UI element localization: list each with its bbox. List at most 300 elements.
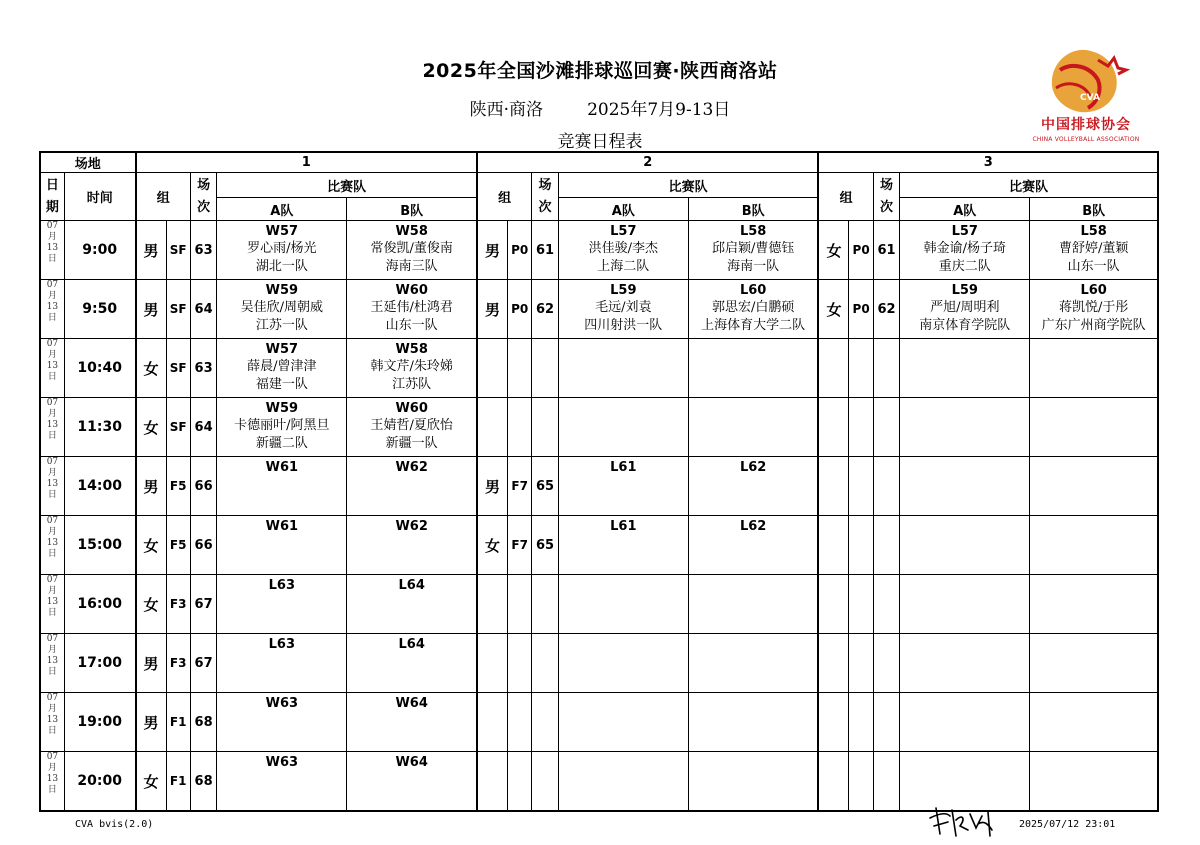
date-cell: 07 月 13 日 — [40, 221, 64, 280]
group-header-2: 组 — [477, 173, 532, 221]
gender-cell: 男 — [477, 457, 507, 516]
match-no-cell — [532, 575, 558, 634]
table-row — [40, 221, 1158, 280]
team-name — [900, 612, 1029, 630]
team-b-cell — [347, 457, 477, 516]
team-name — [217, 612, 346, 630]
team-players — [900, 535, 1029, 553]
team-code: W61 — [265, 460, 299, 475]
team-a-cell — [217, 634, 347, 693]
team-a-cell — [558, 457, 688, 516]
team-a-cell — [217, 398, 347, 457]
round-cell: F5 — [166, 457, 190, 516]
team-code — [900, 459, 1029, 476]
team-code: L58 — [739, 224, 767, 239]
team-a-cell — [217, 752, 347, 812]
match-no-cell — [873, 693, 899, 752]
team-name — [559, 789, 688, 807]
round-cell — [507, 575, 531, 634]
team-players — [559, 476, 688, 494]
team-a-header-3: A队 — [900, 198, 1030, 221]
date-cell: 07 月 13 日 — [40, 752, 64, 812]
match-no-cell — [873, 634, 899, 693]
team-a-cell — [900, 516, 1030, 575]
time-cell: 10:40 — [64, 339, 135, 398]
match-no-cell: 68 — [190, 752, 216, 812]
team-code: W62 — [395, 460, 428, 475]
team-code: L57 — [610, 224, 637, 239]
gender-cell: 女 — [477, 516, 507, 575]
team-players — [900, 771, 1029, 789]
team-code — [689, 695, 818, 712]
gender-cell: 女 — [818, 221, 848, 280]
time-cell: 20:00 — [64, 752, 135, 812]
match-no-cell: 61 — [873, 221, 899, 280]
team-name — [1030, 435, 1157, 453]
team-players: 洪佳骏/李杰 — [588, 241, 658, 256]
round-cell: P0 — [849, 280, 873, 339]
team-players — [559, 535, 688, 553]
team-code — [1030, 341, 1157, 358]
team-players — [1030, 476, 1157, 494]
team-a-cell — [558, 575, 688, 634]
team-b-cell — [688, 221, 818, 280]
event-subtitle — [0, 95, 1200, 120]
court-3-header: 3 — [818, 152, 1158, 173]
team-players — [689, 476, 818, 494]
team-players — [689, 417, 818, 435]
match-no-cell: 63 — [190, 339, 216, 398]
team-code — [1030, 695, 1157, 712]
match-no-cell: 67 — [190, 575, 216, 634]
team-b-cell — [347, 398, 477, 457]
team-a-cell — [900, 457, 1030, 516]
table-row — [40, 457, 1158, 516]
team-players — [900, 476, 1029, 494]
table-row — [40, 693, 1158, 752]
team-b-cell — [688, 516, 818, 575]
team-name: 山东一队 — [385, 318, 438, 333]
team-a-cell — [217, 339, 347, 398]
court-1-header: 1 — [136, 152, 477, 173]
date-cell: 07 月 13 日 — [40, 398, 64, 457]
team-players: 薛晨/曾津津 — [247, 359, 317, 374]
team-b-cell — [347, 221, 477, 280]
team-code: W64 — [395, 755, 428, 770]
team-players — [689, 594, 818, 612]
gender-cell: 女 — [136, 516, 166, 575]
team-players — [347, 771, 476, 789]
team-name: 江苏一队 — [255, 318, 308, 333]
round-cell: F7 — [507, 516, 531, 575]
team-a-cell — [900, 693, 1030, 752]
team-name: 新疆二队 — [255, 436, 308, 451]
team-b-cell — [347, 634, 477, 693]
team-players: 王延伟/杜鸿君 — [370, 300, 453, 315]
team-a-header-1: A队 — [217, 198, 347, 221]
team-code — [900, 577, 1029, 594]
team-name: 四川射洪一队 — [584, 318, 663, 333]
date-cell: 07 月 13 日 — [40, 339, 64, 398]
table-row — [40, 575, 1158, 634]
team-b-cell — [688, 693, 818, 752]
document-title: 竞赛日程表 — [557, 132, 643, 152]
team-name: 上海体育大学二队 — [701, 318, 806, 333]
team-a-cell — [217, 693, 347, 752]
team-b-cell — [347, 575, 477, 634]
match-no-header-2: 场 次 — [532, 173, 558, 221]
team-a-cell — [900, 634, 1030, 693]
round-cell — [849, 575, 873, 634]
team-players: 蒋凯悦/于彤 — [1058, 300, 1129, 315]
team-name — [347, 789, 476, 807]
team-players: 罗心雨/杨光 — [247, 241, 317, 256]
team-players — [1030, 535, 1157, 553]
round-cell — [849, 339, 873, 398]
team-a-cell — [900, 280, 1030, 339]
team-a-cell — [558, 752, 688, 812]
match-no-cell — [873, 752, 899, 812]
team-name — [1030, 612, 1157, 630]
team-code: W59 — [265, 401, 299, 416]
match-no-cell: 62 — [873, 280, 899, 339]
team-a-cell — [900, 339, 1030, 398]
team-name — [217, 789, 346, 807]
gender-cell: 女 — [818, 280, 848, 339]
team-name: 上海二队 — [597, 259, 650, 274]
round-cell: P0 — [849, 221, 873, 280]
team-a-cell — [558, 339, 688, 398]
time-cell: 15:00 — [64, 516, 135, 575]
round-cell: SF — [166, 280, 190, 339]
team-name — [347, 730, 476, 748]
match-no-cell: 67 — [190, 634, 216, 693]
time-cell: 19:00 — [64, 693, 135, 752]
team-code — [1030, 754, 1157, 771]
gender-cell — [477, 693, 507, 752]
match-no-cell — [873, 457, 899, 516]
team-b-cell — [688, 398, 818, 457]
team-name: 南京体育学院队 — [919, 318, 1011, 333]
team-name — [689, 730, 818, 748]
team-name — [900, 376, 1029, 394]
gender-cell: 男 — [136, 280, 166, 339]
round-cell: P0 — [507, 221, 531, 280]
court-2-header: 2 — [477, 152, 818, 173]
teams-header-1: 比赛队 — [217, 173, 477, 198]
team-name — [900, 494, 1029, 512]
match-no-cell: 66 — [190, 457, 216, 516]
team-a-cell — [558, 221, 688, 280]
team-players — [900, 653, 1029, 671]
team-b-cell — [1030, 398, 1158, 457]
match-no-cell: 62 — [532, 280, 558, 339]
match-no-cell: 65 — [532, 457, 558, 516]
team-code: W57 — [265, 224, 299, 239]
team-name: 海南一队 — [727, 259, 780, 274]
round-cell — [849, 398, 873, 457]
team-name — [347, 553, 476, 571]
team-players: 毛远/刘袁 — [595, 300, 652, 315]
team-name — [559, 612, 688, 630]
round-cell: F3 — [166, 575, 190, 634]
team-name: 重庆二队 — [938, 259, 991, 274]
match-no-cell: 68 — [190, 693, 216, 752]
team-name — [347, 671, 476, 689]
match-no-cell: 66 — [190, 516, 216, 575]
match-no-cell — [873, 398, 899, 457]
team-code — [1030, 518, 1157, 535]
team-code: W60 — [395, 401, 428, 416]
team-players — [347, 535, 476, 553]
round-cell: F3 — [166, 634, 190, 693]
team-name — [559, 435, 688, 453]
team-b-cell — [347, 752, 477, 812]
gender-cell: 男 — [477, 280, 507, 339]
gender-cell — [818, 398, 848, 457]
team-name: 海南三队 — [385, 259, 438, 274]
match-no-cell: 64 — [190, 398, 216, 457]
gender-cell: 女 — [136, 575, 166, 634]
team-code — [900, 695, 1029, 712]
team-code — [1030, 459, 1157, 476]
team-code: L62 — [739, 460, 767, 475]
date-cell: 07 月 13 日 — [40, 280, 64, 339]
team-code — [689, 754, 818, 771]
team-name — [217, 671, 346, 689]
team-b-cell — [688, 339, 818, 398]
match-no-cell — [532, 693, 558, 752]
team-code — [559, 695, 688, 712]
team-code: W59 — [265, 283, 299, 298]
team-players — [559, 594, 688, 612]
gender-cell: 男 — [477, 221, 507, 280]
team-code — [559, 577, 688, 594]
team-b-cell — [1030, 339, 1158, 398]
team-code — [689, 636, 818, 653]
team-name — [689, 671, 818, 689]
team-code — [1030, 636, 1157, 653]
match-no-cell: 64 — [190, 280, 216, 339]
team-b-cell — [688, 752, 818, 812]
team-b-cell — [688, 634, 818, 693]
team-players — [559, 653, 688, 671]
team-players — [1030, 358, 1157, 376]
team-name — [217, 553, 346, 571]
team-a-cell — [217, 575, 347, 634]
time-header: 时间 — [64, 173, 135, 221]
team-code — [559, 754, 688, 771]
date-cell: 07 月 13 日 — [40, 575, 64, 634]
round-cell: F5 — [166, 516, 190, 575]
team-name: 山东一队 — [1067, 259, 1120, 274]
event-location: 陕西·商洛 — [469, 100, 544, 120]
match-no-cell — [532, 634, 558, 693]
date-cell: 07 月 13 日 — [40, 634, 64, 693]
gender-cell — [477, 752, 507, 812]
team-name: 广东广州商学院队 — [1041, 318, 1146, 333]
column-header-row — [40, 173, 1158, 198]
team-code — [900, 400, 1029, 417]
team-name — [1030, 730, 1157, 748]
team-players — [347, 594, 476, 612]
team-code — [559, 341, 688, 358]
team-b-cell — [1030, 516, 1158, 575]
team-code — [559, 636, 688, 653]
team-players — [217, 771, 346, 789]
team-b-cell — [1030, 693, 1158, 752]
team-players — [217, 535, 346, 553]
signature-image — [926, 800, 1002, 840]
team-name — [347, 494, 476, 512]
team-name — [900, 730, 1029, 748]
team-players: 常俊凯/董俊南 — [370, 241, 453, 256]
team-code: L61 — [610, 519, 637, 534]
gender-cell — [818, 339, 848, 398]
team-code: W62 — [395, 519, 428, 534]
date-cell: 07 月 13 日 — [40, 516, 64, 575]
team-b-cell — [688, 575, 818, 634]
match-no-cell — [873, 516, 899, 575]
teams-header-3: 比赛队 — [900, 173, 1158, 198]
team-name: 江苏队 — [392, 377, 432, 392]
team-a-cell — [558, 398, 688, 457]
team-name — [559, 376, 688, 394]
team-players — [689, 535, 818, 553]
team-code — [900, 518, 1029, 535]
gender-cell: 男 — [136, 221, 166, 280]
team-players — [347, 653, 476, 671]
gender-cell — [818, 634, 848, 693]
team-code: L63 — [268, 578, 296, 593]
team-name — [900, 553, 1029, 571]
team-players — [1030, 771, 1157, 789]
team-players — [900, 712, 1029, 730]
gender-cell — [477, 575, 507, 634]
round-cell — [849, 752, 873, 812]
team-code: W58 — [395, 342, 428, 357]
match-no-header-1: 场 次 — [190, 173, 216, 221]
team-players: 王婧哲/夏欣怡 — [370, 418, 453, 433]
team-name — [1030, 789, 1157, 807]
team-name — [559, 671, 688, 689]
team-players — [689, 712, 818, 730]
team-b-cell — [1030, 280, 1158, 339]
team-b-cell — [1030, 752, 1158, 812]
team-players — [559, 358, 688, 376]
round-cell: P0 — [507, 280, 531, 339]
team-players — [217, 594, 346, 612]
team-players — [689, 358, 818, 376]
team-b-cell — [347, 693, 477, 752]
time-cell: 9:50 — [64, 280, 135, 339]
team-a-cell — [900, 575, 1030, 634]
team-name — [900, 435, 1029, 453]
team-name — [900, 671, 1029, 689]
team-a-cell — [900, 221, 1030, 280]
team-name — [689, 435, 818, 453]
table-row — [40, 634, 1158, 693]
team-players — [1030, 417, 1157, 435]
team-a-cell — [217, 221, 347, 280]
team-b-header-3: B队 — [1030, 198, 1158, 221]
table-row — [40, 516, 1158, 575]
gender-cell — [818, 457, 848, 516]
team-players — [217, 653, 346, 671]
team-players — [1030, 712, 1157, 730]
group-header-1: 组 — [136, 173, 191, 221]
team-code: L58 — [1080, 224, 1107, 239]
table-row — [40, 280, 1158, 339]
team-code — [689, 577, 818, 594]
team-players — [559, 712, 688, 730]
team-b-cell — [347, 516, 477, 575]
team-players — [900, 594, 1029, 612]
team-code: L60 — [1080, 283, 1107, 298]
team-name — [217, 730, 346, 748]
team-players — [347, 476, 476, 494]
teams-header-2: 比赛队 — [558, 173, 818, 198]
team-players — [559, 417, 688, 435]
team-code: L62 — [739, 519, 767, 534]
round-cell: SF — [166, 339, 190, 398]
time-cell: 11:30 — [64, 398, 135, 457]
team-players — [347, 712, 476, 730]
schedule-body — [40, 221, 1158, 812]
team-name — [1030, 671, 1157, 689]
team-players: 邱启颖/曹德钰 — [711, 241, 795, 256]
team-name — [347, 612, 476, 630]
match-no-cell — [873, 575, 899, 634]
round-cell — [849, 634, 873, 693]
gender-cell — [477, 339, 507, 398]
team-name — [559, 494, 688, 512]
team-b-header-1: B队 — [347, 198, 477, 221]
team-a-cell — [217, 516, 347, 575]
team-name — [689, 612, 818, 630]
venue-header-row — [40, 152, 1158, 173]
team-name: 福建一队 — [255, 377, 308, 392]
version-label: CVA bvis(2.0) — [75, 819, 154, 830]
team-name: 湖北一队 — [255, 259, 308, 274]
team-name — [1030, 376, 1157, 394]
team-name — [559, 730, 688, 748]
team-players — [217, 712, 346, 730]
team-players: 曹舒婷/董颖 — [1058, 241, 1129, 256]
team-b-header-2: B队 — [688, 198, 818, 221]
round-cell — [849, 457, 873, 516]
team-code: L61 — [610, 460, 637, 475]
team-code: L59 — [951, 283, 978, 298]
schedule-table — [39, 151, 1159, 812]
gender-cell: 女 — [136, 339, 166, 398]
match-no-cell — [532, 339, 558, 398]
team-b-cell — [1030, 457, 1158, 516]
team-code: W64 — [395, 696, 428, 711]
team-code: L63 — [268, 637, 296, 652]
event-dates: 2025年7月9-13日 — [587, 100, 731, 120]
match-no-cell — [532, 398, 558, 457]
group-header-3: 组 — [818, 173, 873, 221]
team-a-cell — [900, 398, 1030, 457]
team-code — [559, 400, 688, 417]
gender-cell — [818, 752, 848, 812]
team-code: W60 — [395, 283, 428, 298]
team-code: W57 — [265, 342, 299, 357]
team-code: L64 — [398, 637, 425, 652]
team-a-cell — [558, 634, 688, 693]
team-players — [217, 476, 346, 494]
